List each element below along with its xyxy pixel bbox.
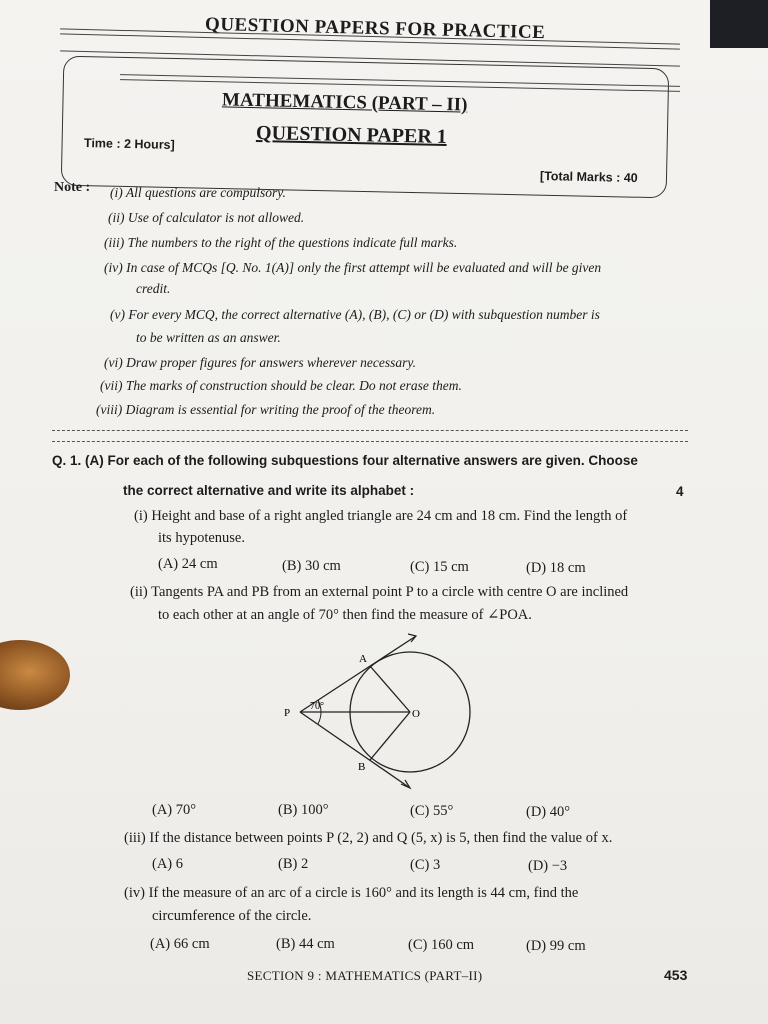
note-item: (vi) Draw proper figures for answers wherever necessary. <box>104 355 416 370</box>
banner-title: QUESTION PAPERS FOR PRACTICE <box>204 13 546 44</box>
figure-label-p: P <box>284 707 291 719</box>
option-d: (D) 18 cm <box>526 560 586 576</box>
option-d: (D) 99 cm <box>526 938 586 954</box>
note-item-cont: to be written as an answer. <box>136 330 281 345</box>
option-c: (C) 3 <box>410 857 441 873</box>
option-a: (A) 6 <box>152 856 184 872</box>
option-d: (D) 40° <box>526 804 571 820</box>
option-c: (C) 160 cm <box>408 937 475 953</box>
option-b: (B) 44 cm <box>276 936 335 952</box>
background-corner <box>710 0 768 48</box>
figure-label-b: B <box>358 761 366 773</box>
note-item: (viii) Diagram is essential for writing the proof of the theorem. <box>96 402 436 417</box>
subquestion-i-cont: its hypotenuse. <box>158 530 245 546</box>
subquestion-ii-cont: to each other at an angle of 70° then find the measure of ∠POA. <box>158 607 532 623</box>
option-a: (A) 70° <box>152 802 197 818</box>
note-item: (iv) In case of MCQs [Q. No. 1(A)] only the first attempt will be evaluated and will be given <box>104 260 602 275</box>
thumb-edge <box>0 640 70 710</box>
subquestion-ii: (ii) Tangents PA and PB from an external point P to a circle with centre O are inclined <box>130 584 629 600</box>
question-1-marks: 4 <box>676 484 684 499</box>
option-c: (C) 55° <box>410 803 454 819</box>
figure-label-o: O <box>412 708 420 720</box>
paper-title: QUESTION PAPER 1 <box>255 122 447 148</box>
subquestion-i: (i) Height and base of a right angled triangle are 24 cm and 18 cm. Find the length of <box>134 508 628 524</box>
note-item: (iii) The numbers to the right of the questions indicate full marks. <box>104 235 458 250</box>
separator-2 <box>52 441 688 442</box>
note-item: (i) All questions are compulsory. <box>110 185 286 200</box>
note-item-cont: credit. <box>136 281 171 296</box>
note-item: (vii) The marks of construction should be clear. Do not erase them. <box>100 378 462 393</box>
footer-section: SECTION 9 : MATHEMATICS (PART–II) <box>247 968 483 983</box>
option-b: (B) 30 cm <box>282 558 341 574</box>
note-item: (ii) Use of calculator is not allowed. <box>108 210 305 225</box>
subquestion-iv: (iv) If the measure of an arc of a circle is 160° and its length is 44 cm, find the <box>124 885 579 901</box>
figure-label-a: A <box>359 653 367 665</box>
option-c: (C) 15 cm <box>410 559 469 575</box>
option-a: (A) 66 cm <box>150 936 210 952</box>
option-b: (B) 100° <box>278 802 329 818</box>
subquestion-iii: (iii) If the distance between points P (2, 2) and Q (5, x) is 5, then find the value of x. <box>124 830 613 846</box>
option-a: (A) 24 cm <box>158 556 218 572</box>
time-label: Time : 2 Hours] <box>83 136 175 152</box>
option-d: (D) −3 <box>528 858 568 874</box>
note-item: (v) For every MCQ, the correct alternative (A), (B), (C) or (D) with subquestion number is <box>110 307 600 322</box>
figure-angle-label: 70° <box>310 701 324 712</box>
total-marks-label: [Total Marks : 40 <box>539 168 638 186</box>
tangent-circle-figure <box>270 630 490 795</box>
page-number: 453 <box>664 967 688 983</box>
separator-1 <box>52 430 688 431</box>
subquestion-iv-cont: circumference of the circle. <box>152 908 312 924</box>
option-b: (B) 2 <box>278 856 309 872</box>
note-label: Note : <box>54 180 91 195</box>
question-1-heading: Q. 1. (A) For each of the following subquestions four alternative answers are given. Choose <box>52 453 638 468</box>
question-1-heading-cont: the correct alternative and write its alphabet : <box>123 483 415 498</box>
subject-title: MATHEMATICS (PART – II) <box>221 89 468 116</box>
